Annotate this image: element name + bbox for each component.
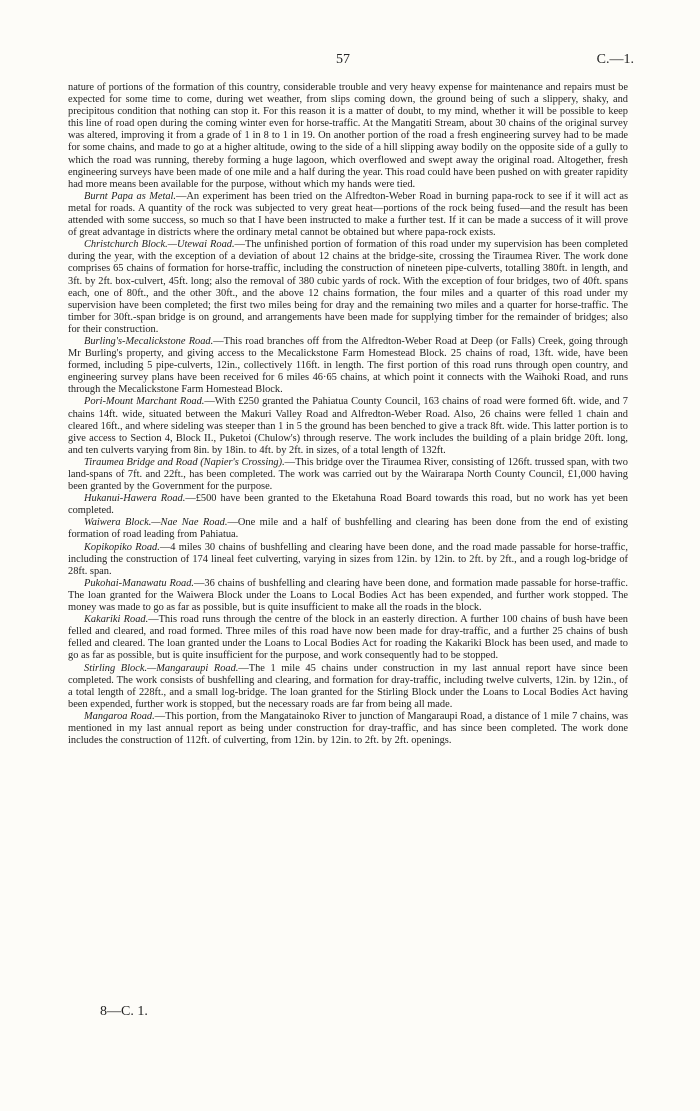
footer-signature: 8—C. 1. [100, 1004, 148, 1019]
paragraph-text: —This portion, from the Mangatainoko River to junction of Mangaraupi Road, a distance of 1 mile 7 chains, was mentioned in my last annual report as being under construction for dray-traffic, and has since been completed. The work done includes the construction of 112ft. of culverting, from 12in. by 12in. to 2ft. by 2ft. openings. [68, 710, 628, 747]
paragraph [68, 614, 628, 662]
paragraph [68, 711, 628, 747]
paragraph [68, 663, 628, 711]
paragraph-heading: Hukanui-Hawera Road. [84, 493, 186, 505]
paragraph [68, 578, 628, 614]
paragraph-text: —An experiment has been tried on the Alfredton-Weber Road in burning papa-rock to see if it will act as metal for roads. A quantity of the rock was subjected to very great heat—portions of the rock being fused—and the result has been attended with some success, so much so that I have been instructed to make a further test. If it can be made a success of it will prove of great advantage in districts where the ordinary metal cannot be obtained but where papa-rock exists. [68, 190, 628, 239]
paragraph-text: —The unfinished portion of formation of this road under my supervision has been completed during the year, with the exception of a deviation of about 12 chains at the bridge-site, crossing the Tiraumea River. The work done comprises 65 chains of formation for horse-traffic, including the construction of nineteen pipe-culverts, totalling 380ft. in length, and 3ft. by 2ft. box-culvert, 45ft. long; also the removal of 380 cubic yards of rock. With the exception of four bridges, two of 40ft. spans each, one of 80ft., and the other 30ft., and the above 12 chains formation, the four miles and a quarter of this road under my supervision have been completed; the first two miles being for dray and the remaining two miles and a quarter for horse-traffic. The timber for 30ft.-span bridge is on ground, and arrangements have been made for supplying timber for the remainder of bridges; also for their construction. [68, 239, 629, 335]
paragraph-text: nature of portions of the formation of this country, considerable trouble and very heavy expense for maintenance and repairs must be expected for some time to come, during wet weather, from slips coming down, the ground being of such a slippery, shaky, and precipitous condition that nothing can stop it. For this reason it is a matter of doubt, to my mind, whether it will be possible to keep this line of road open during the coming winter even for horse-traffic. At the Mangatiti Stream, about 30 chains of the original survey was altered, improving it from a grade of 1 in 8 to 1 in 19. On another portion of the road a fresh engineering survey had to be made for some chains, and made to go at a higher altitude, owing to the side of a hill slipping away bodily on the opposite side of a gully to which the road was running, thereby forming a huge lagoon, which overflowed and swept away the original road. Altogether, fresh engineering surveys have been made of one mile and a half during the year. This road could have been pushed on with greater rapidity had more means been available for the purpose, without which my hands were tied. [68, 82, 628, 190]
paragraph-text: —This road branches off from the Alfredton-Weber Road at Deep (or Falls) Creek, going through Mr Burling's property, and giving access to the Mecalickstone Farm Homestead Block. 25 chains of road, 13ft. wide, have been formed, including 5 pipe-culverts, 12in., collectively 116ft. in length. The first portion of this road runs through open country, and engineering survey plans have been received for 6 miles 46·65 chains, at which point it connects with the Waihoki Road, and runs through the Mecalickstone Farm Homestead Block. [68, 335, 628, 396]
paragraph-heading: Kopikopiko Road. [84, 541, 160, 553]
paragraph-text: —4 miles 30 chains of bushfelling and clearing have been done, and the road made passable for horse-traffic, including the construction of 174 lineal feet culverting, varying in sizes from 12in. by 12in. to 2ft. by 2ft., and a rough log-bridge of 28ft. span. [68, 541, 628, 577]
paragraph-heading: Christchurch Block.—Utewai Road. [84, 239, 235, 251]
paragraph-heading: Tiraumea Bridge and Road (Napier's Crossing). [84, 456, 285, 468]
paragraph-heading: Burnt Papa as Metal. [84, 190, 177, 202]
paragraph-heading: Stirling Block.—Mangaraupi Road. [84, 662, 239, 674]
page-header [68, 52, 634, 74]
paragraph-text: —This bridge over the Tiraumea River, consisting of 126ft. trussed span, with two land-spans of 7ft. and 22ft., has been completed. The work was carried out by the Wairarapa North County Council, £1,000 having been granted by the Government for the purpose. [68, 456, 628, 493]
paragraph-heading: Kakariki Road. [84, 614, 149, 626]
paragraph-text: —The 1 mile 45 chains under construction in my last annual report have since been completed. The work consists of bushfelling and clearing, and formation for dray-traffic, including twelve culverts, 12in. by 12in., of a total length of 228ft., and a small log-bridge. The loan granted for the Stirling Block under the Loans to Local Bodies Act having been expended, further work is stopped, but the necessary roads are far from being all made. [68, 662, 628, 710]
paragraph-heading: Pori-Mount Marchant Road. [84, 396, 205, 408]
paragraph [68, 517, 628, 541]
paragraph-heading: Waiwera Block.—Nae Nae Road. [84, 517, 228, 529]
paragraph-text: —36 chains of bushfelling and clearing have been done, and formation made passable for horse-traffic. The loan granted for the Waiwera Block under the Loans to Local Bodies Act has been expended, and further work stopped. The money was made to go as far as possible, but is quite insufficient to make all the roads in the block. [68, 577, 628, 614]
paragraph [68, 457, 628, 493]
paragraph-text: —One mile and a half of bushfelling and clearing has been done from the end of existing formation of road leading from Pahiatua. [68, 517, 628, 541]
paragraph [68, 542, 628, 578]
paragraph [68, 493, 628, 517]
paragraph-heading: Burling's-Mecalickstone Road. [84, 335, 214, 347]
document-reference: C.—1. [596, 52, 634, 67]
paragraph-heading: Pukohai-Manawatu Road. [84, 577, 195, 589]
body-text [68, 82, 628, 747]
page-number: 57 [336, 52, 350, 67]
paragraph-heading: Mangaroa Road. [84, 710, 155, 722]
paragraph [68, 191, 628, 239]
paragraph [68, 336, 628, 396]
paragraph-text: —£500 have been granted to the Eketahuna Road Board towards this road, but no work has yet been completed. [68, 493, 629, 517]
paragraph [68, 82, 628, 191]
paragraph [68, 396, 628, 456]
paragraph-text: —With £250 granted the Pahiatua County Council, 163 chains of road were formed 6ft. wide, and 7 chains 14ft. wide, situated between the Makuri Valley Road and Alfredton-Weber Road. Also, 26 chains were felled 1 chain and cleared 16ft., and where sideling was steeper than 1 in 5 the ground has been benched to give a track 8ft. wide. This latter portion is to give access to Section 4, Block II., Puketoi (Chulow's) through reserve. The work includes the building of a plain bridge 20ft. long, and ten culverts varying from 8in. by 18in. to 4ft. by 2ft. in sizes, of a total length of 132ft. [68, 396, 628, 456]
paragraph [68, 239, 628, 336]
document-page [68, 52, 634, 747]
paragraph-text: —This road runs through the centre of the block in an easterly direction. A further 100 chains of bush have been felled and cleared, and road formed. Three miles of this road have now been made for dray-traffic, and a further 25 chains of bush felled and cleared. The loan granted under the Loans to Local Bodies Act for roading the Kakariki Block has been used, and made to go as far as possible, but is quite insufficient for the purpose, and work consequently had to be stopped. [68, 614, 628, 662]
